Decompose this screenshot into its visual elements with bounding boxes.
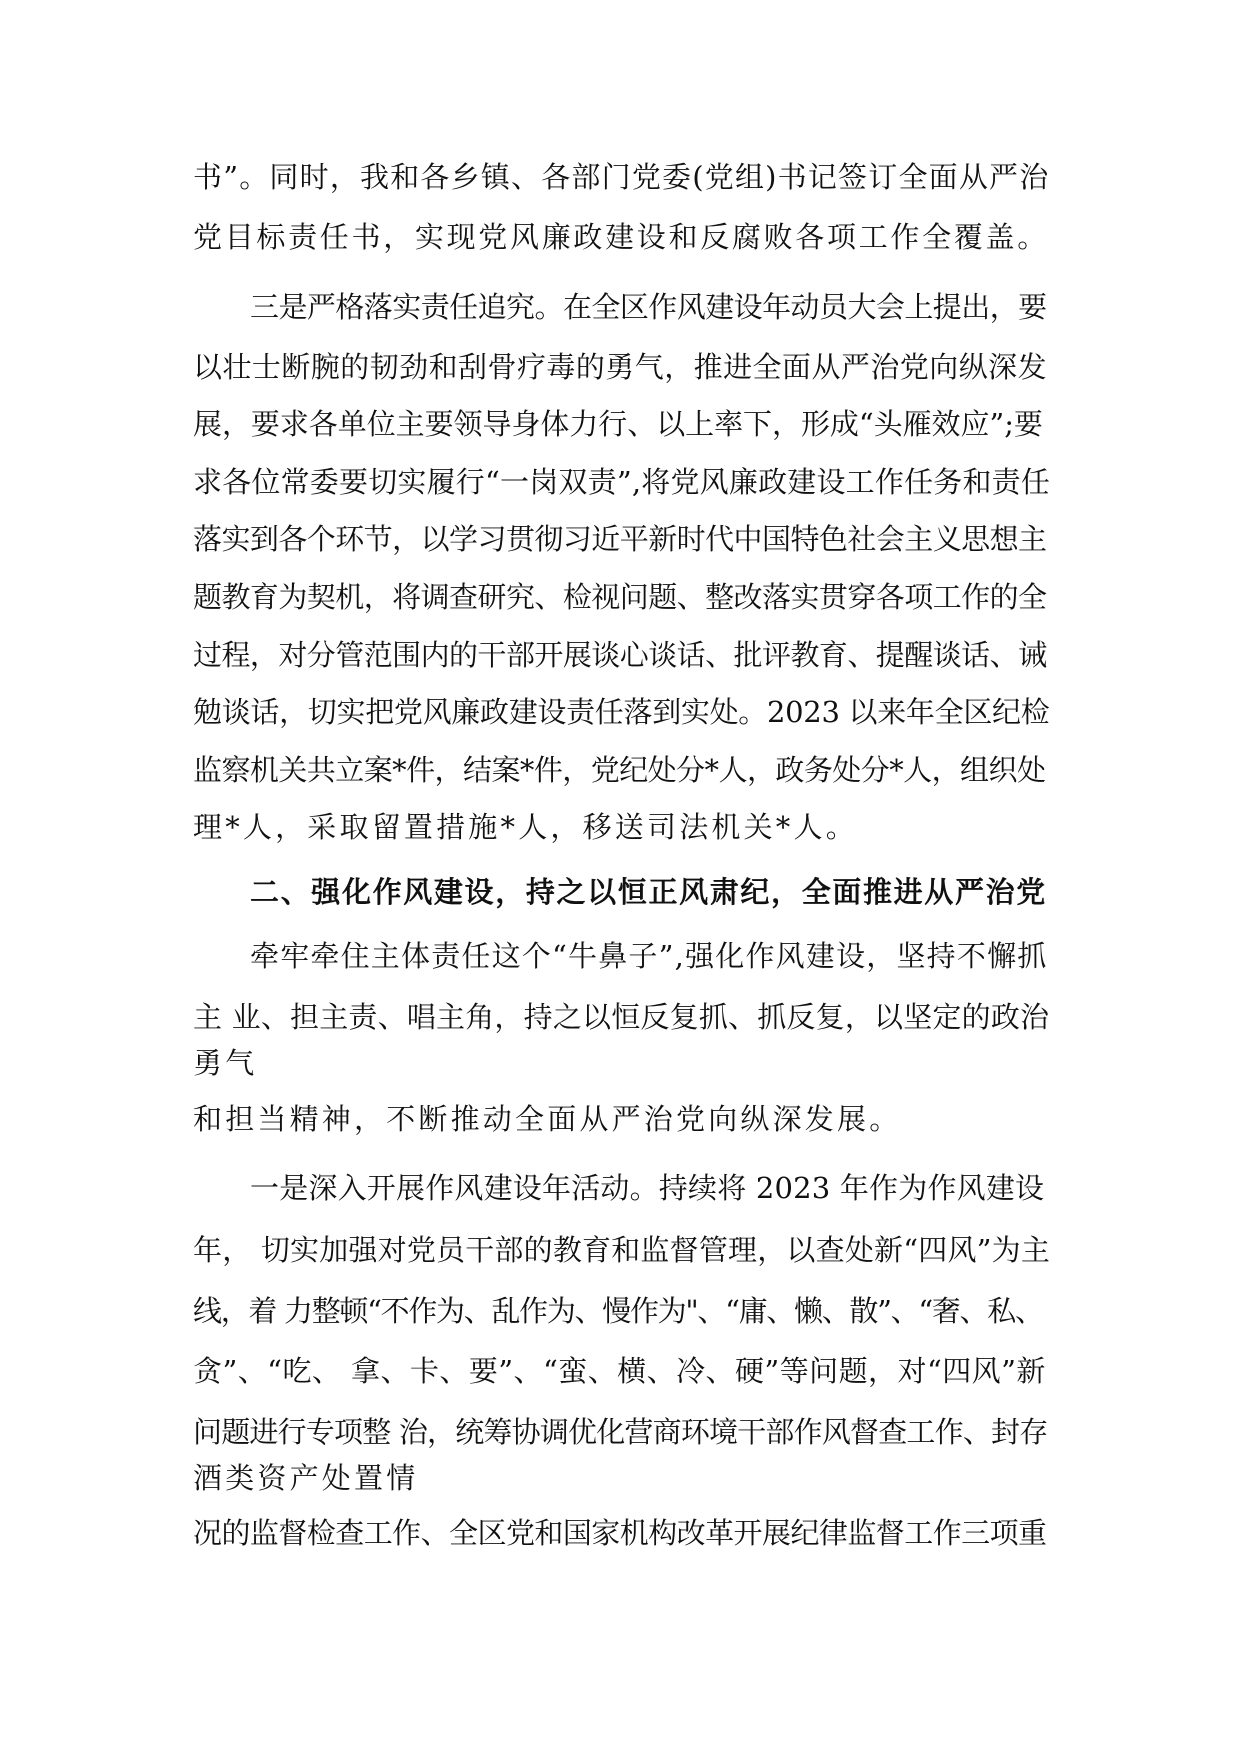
text-line: 以壮士断腕的韧劲和刮骨疗毒的勇气，推进全面从严治党向纵深发	[193, 350, 1048, 384]
text-line: 勇气	[193, 1046, 258, 1080]
text-line: 求各位常委要切实履行“一岗双责”,将党风廉政建设工作任务和责任	[193, 465, 1051, 499]
text-line: 勉谈话，切实把党风廉政建设责任落到实处。2023 以来年全区纪检	[193, 695, 1050, 729]
paragraph-start-line: 一是深入开展作风建设年活动。持续将 2023 年作为作风建设	[250, 1171, 1045, 1205]
text-line: 落实到各个环节，以学习贯彻习近平新时代中国特色社会主义思想主	[193, 522, 1047, 556]
text-line: 党目标责任书，实现党风廉政建设和反腐败各项工作全覆盖。	[193, 220, 1049, 254]
text-line: 理*人，采取留置措施*人，移送司法机关*人。	[193, 810, 858, 844]
text-line: 书”。同时，我和各乡镇、各部门党委(党组)书记签订全面从严治	[193, 160, 1050, 194]
text-line: 线，着 力整顿“不作为、乱作为、慢作为"、“庸、懒、散”、“奢、私、	[193, 1294, 1043, 1328]
text-line: 贪”、“吃、 拿、卡、要”、“蛮、横、冷、硬”等问题，对“四风”新	[193, 1354, 1046, 1388]
text-line: 题教育为契机，将调查研究、检视问题、整改落实贯穿各项工作的全	[193, 580, 1047, 614]
text-line: 酒类资产处置情	[193, 1461, 419, 1495]
text-line: 况的监督检查工作、全区党和国家机构改革开展纪律监督工作三项重	[193, 1516, 1047, 1550]
text-line: 年， 切实加强对党员干部的教育和监督管理，以查处新“四风”为主	[193, 1233, 1051, 1267]
paragraph-start-line: 三是严格落实责任追究。在全区作风建设年动员大会上提出，要	[250, 290, 1047, 324]
text-line: 问题进行专项整 治，统筹协调优化营商环境干部作风督查工作、封存	[193, 1415, 1048, 1449]
paragraph-start-line: 牵牢牵住主体责任这个“牛鼻子”,强化作风建设，坚持不懈抓	[250, 939, 1048, 973]
text-line: 监察机关共立案*件，结案*件，党纪处分*人，政务处分*人，组织处	[193, 753, 1046, 787]
text-line: 展，要求各单位主要领导身体力行、以上率下，形成“头雁效应”;要	[193, 407, 1043, 441]
section-heading: 二、强化作风建设，持之以恒正风肃纪，全面推进从严治党	[250, 875, 1047, 909]
text-line: 过程，对分管范围内的干部开展谈心谈话、批评教育、提醒谈话、诫	[193, 638, 1047, 672]
text-line: 主 业、担主责、唱主角，持之以恒反复抓、抓反复，以坚定的政治	[193, 1000, 1050, 1034]
text-line: 和担当精神，不断推动全面从严治党向纵深发展。	[193, 1102, 902, 1136]
